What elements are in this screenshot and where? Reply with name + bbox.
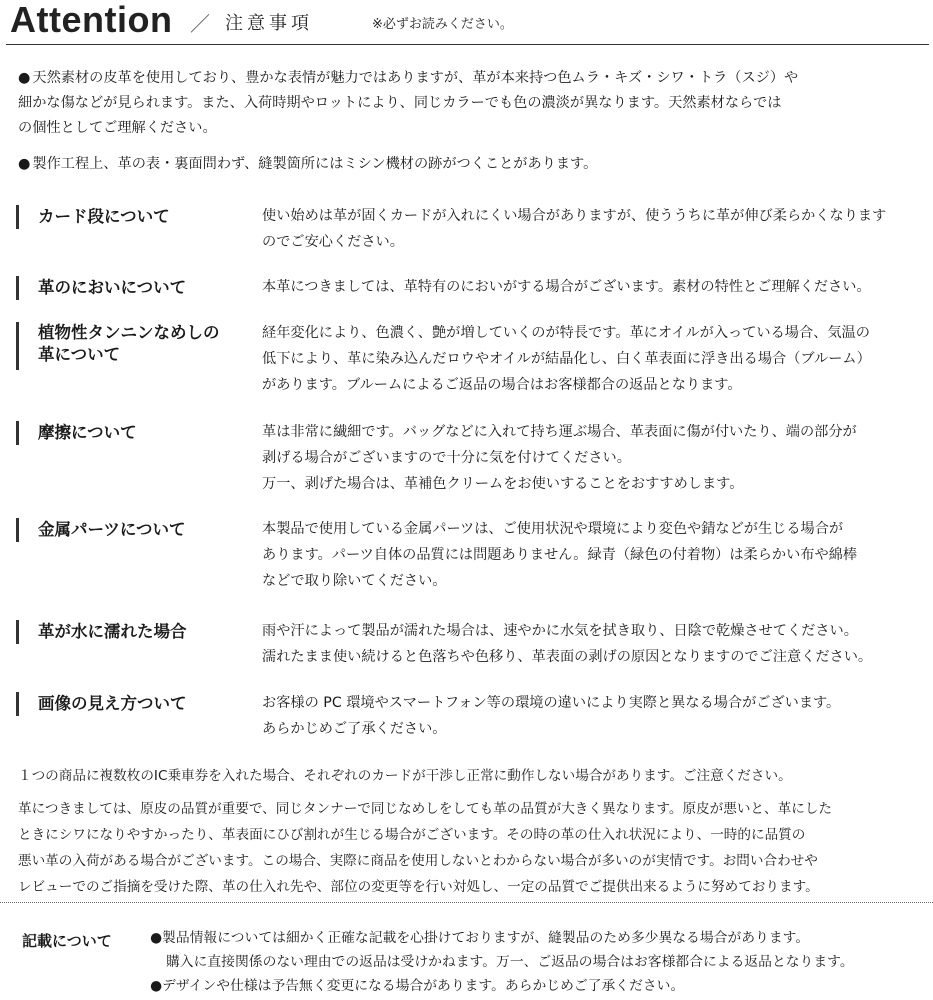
section-body-line: 万一、剥げた場合は、革補色クリームをお使いすることをおすすめします。 (262, 476, 744, 492)
header-divider (6, 44, 929, 45)
section-body-line: 低下により、革に染み込んだロウやオイルが結晶化し、白く革表面に浮き出る場合（ブルーム） (262, 351, 871, 367)
page-title: Attention (10, 0, 173, 40)
section-body (262, 690, 922, 742)
section-body (262, 320, 922, 398)
section-body-line: のでご安心ください。 (262, 234, 404, 250)
section-heading: 金属パーツについて (38, 520, 186, 539)
section-marker (16, 322, 19, 370)
footer-item-1-line-1: 製品情報については細かく正確な記載を心掛けておりますが、縫製品のため多少異なる場合があります。 (162, 930, 810, 946)
section-heading-line: 植物性タンニンなめしの (38, 323, 220, 342)
footer-list (150, 926, 930, 998)
section-body-line: あらかじめご了承ください。 (262, 721, 447, 737)
section-marker (16, 518, 19, 542)
footer-item-1 (150, 926, 930, 950)
bullet-icon: ● (18, 156, 31, 172)
section-body-line: があります。ブルームによるご返品の場合はお客様都合の返品となります。 (262, 377, 742, 393)
section-heading: 摩擦について (38, 423, 137, 442)
section-body (262, 516, 922, 594)
section-heading: 革が水に濡れた場合 (38, 622, 187, 641)
section-body (262, 274, 922, 300)
quality-paragraph (18, 796, 923, 900)
section-heading: 画像の見え方ついて (38, 694, 187, 713)
header (0, 0, 933, 48)
footer-item-2-text: デザインや仕様は予告無く変更になる場合があります。あらかじめご了承ください。 (162, 978, 685, 994)
section-heading-line: 革について (38, 345, 121, 364)
section-marker (16, 205, 19, 229)
section-marker (16, 692, 19, 716)
section-body-line: あります。パーツ自体の品質には問題ありません。緑青（緑色の付着物）は柔らかい布や綿棒 (262, 547, 858, 563)
section-marker (16, 421, 19, 445)
section-body (262, 203, 922, 255)
bullet-icon: ● (18, 70, 31, 86)
section-body-line: 経年変化により、色濃く、艶が増していくのが特長です。革にオイルが入っている場合、気温の (262, 325, 870, 341)
ic-card-note-text: １つの商品に複数枚のIC乗車券を入れた場合、それぞれのカードが干渉し正常に動作しない場合があります。ご注意ください。 (18, 768, 792, 784)
section-body (262, 618, 922, 670)
section-body-line: などで取り除いてください。 (262, 573, 447, 589)
section-body-line: 本製品で使用している金属パーツは、ご使用状況や環境により変色や錆などが生じる場合が (262, 521, 844, 537)
quality-line: レビューでのご指摘を受けた際、革の仕入れ先や、部位の変更等を行い対処し、一定の品質でご提供出来るように努めております。 (18, 879, 819, 895)
header-note: ※必ずお読みください。 (372, 17, 513, 32)
footer-item-1-line-2: 購入に直接関係のない理由での返品は受けかねます。万一、ご返品の場合はお客様都合による返品となります。 (166, 954, 854, 970)
quality-line: 革につきましては、原皮の品質が重要で、同じタンナーで同じなめしをしても革の品質が大きく異なります。原皮が悪いと、革にした (18, 801, 832, 817)
section-body-line: 雨や汗によって製品が濡れた場合は、速やかに水気を拭き取り、日陰で乾燥させてください。 (262, 623, 858, 639)
section-body-line: 剥げる場合がございますので十分に気を付けてください。 (262, 450, 631, 466)
section-body-line: 本革につきましては、革特有のにおいがする場合がございます。素材の特性とご理解ください。 (262, 279, 871, 295)
section-body-line: お客様の PC 環境やスマートフォン等の環境の違いにより実際と異なる場合がございます。 (262, 695, 841, 711)
section-heading (38, 322, 248, 366)
section-heading: 革のにおいについて (38, 278, 187, 297)
bullet-icon: ● (150, 930, 163, 946)
page-subtitle: 注意事項 (225, 13, 313, 34)
section-body-line: 使い始めは革が固くカードが入れにくい場合がありますが、使ううちに革が伸び柔らかくなります (262, 208, 887, 224)
section-marker (16, 620, 19, 644)
bullet-icon: ● (150, 978, 163, 994)
ic-card-note (18, 763, 923, 789)
footer-item-2 (150, 974, 930, 998)
intro-p1-line-3: の個性としてご理解ください。 (18, 120, 217, 136)
intro-paragraph-1 (18, 66, 923, 141)
section-body-line: 革は非常に繊細です。バッグなどに入れて持ち運ぶ場合、革表面に傷が付いたり、端の部分が (262, 424, 857, 440)
intro-p1-line-2: 細かな傷などが見られます。また、入荷時期やロットにより、同じカラーでも色の濃淡が異なります。天然素材ならでは (18, 95, 782, 111)
title-separator: ／ (190, 12, 210, 36)
section-body-line: 濡れたまま使い続けると色落ちや色移り、革表面の剥げの原因となりますのでご注意ください。 (262, 649, 873, 665)
intro-p2-text: 製作工程上、革の表・裏面問わず、縫製箇所にはミシン機材の跡がつくことがあります。 (32, 156, 598, 172)
footer-label: 記載について (22, 932, 112, 950)
quality-line: 悪い革の入荷がある場合がございます。この場合、実際に商品を使用しないとわからない場合が多いのが実情です。お問い合わせや (18, 853, 818, 869)
quality-line: ときにシワになりやすかったり、革表面にひび割れが生じる場合がございます。その時の革の仕入れ状況により、一時的に品質の (18, 827, 806, 843)
section-marker (16, 276, 19, 300)
section-heading: カード段について (38, 207, 170, 226)
footer-divider (0, 902, 933, 903)
section-body (262, 419, 922, 497)
intro-p1-line-1: 天然素材の皮革を使用しており、豊かな表情が魅力ではありますが、革が本来持つ色ムラ・キズ・シワ・トラ（スジ）や (32, 70, 799, 86)
intro-paragraph-2 (18, 152, 923, 177)
